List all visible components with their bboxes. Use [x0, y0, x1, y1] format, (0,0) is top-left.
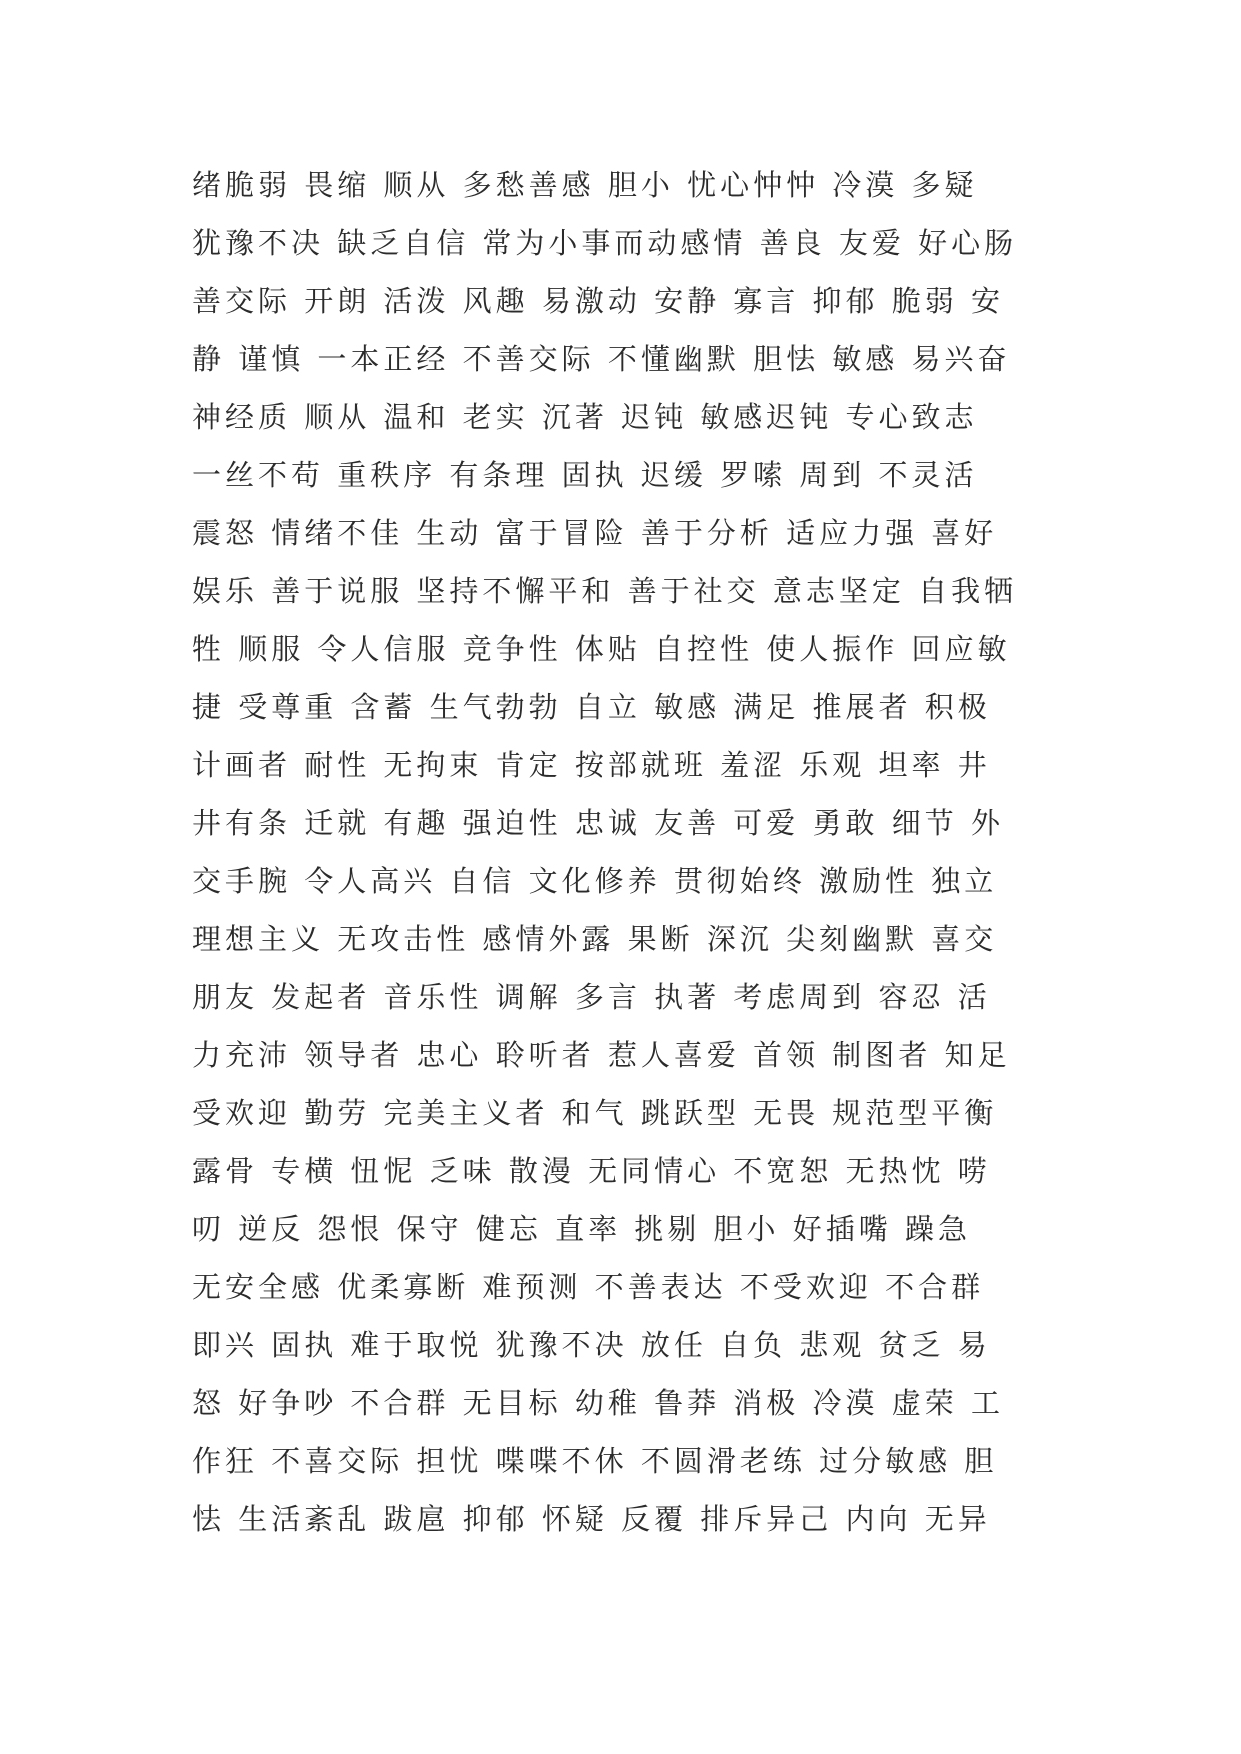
text-line: 叨 逆反 怨恨 保守 健忘 直率 挑剔 胆小 好插嘴 躁急	[192, 1212, 971, 1246]
text-line: 无安全感 优柔寡断 难预测 不善表达 不受欢迎 不合群	[192, 1270, 985, 1304]
text-line: 井有条 迁就 有趣 强迫性 忠诚 友善 可爱 勇敢 细节 外	[192, 806, 1004, 840]
text-line: 作狂 不喜交际 担忧 喋喋不休 不圆滑老练 过分敏感 胆	[192, 1444, 998, 1478]
text-line: 一丝不苟 重秩序 有条理 固执 迟缓 罗嗦 周到 不灵活	[192, 458, 978, 492]
text-line: 理想主义 无攻击性 感情外露 果断 深沉 尖刻幽默 喜交	[192, 922, 998, 956]
text-line: 犹豫不决 缺乏自信 常为小事而动感情 善良 友爱 好心肠	[192, 226, 1018, 260]
text-line: 娱乐 善于说服 坚持不懈平和 善于社交 意志坚定 自我牺	[192, 574, 1018, 608]
text-line: 即兴 固执 难于取悦 犹豫不决 放任 自负 悲观 贫乏 易	[192, 1328, 991, 1362]
text-line: 露骨 专横 忸怩 乏味 散漫 无同情心 不宽恕 无热忱 唠	[192, 1154, 991, 1188]
text-line: 善交际 开朗 活泼 风趣 易激动 安静 寡言 抑郁 脆弱 安	[192, 284, 1004, 318]
text-line: 绪脆弱 畏缩 顺从 多愁善感 胆小 忧心忡忡 冷漠 多疑	[192, 168, 978, 202]
body-text	[192, 156, 1072, 1548]
text-line: 静 谨慎 一本正经 不善交际 不懂幽默 胆怯 敏感 易兴奋	[192, 342, 1011, 376]
text-line: 捷 受尊重 含蓄 生气勃勃 自立 敏感 满足 推展者 积极	[192, 690, 991, 724]
text-line: 怒 好争吵 不合群 无目标 幼稚 鲁莽 消极 冷漠 虚荣 工	[192, 1386, 1004, 1420]
text-line: 交手腕 令人高兴 自信 文化修养 贯彻始终 激励性 独立	[192, 864, 998, 898]
text-line: 怯 生活紊乱 跋扈 抑郁 怀疑 反覆 排斥异己 内向 无异	[192, 1502, 991, 1536]
text-line: 震怒 情绪不佳 生动 富于冒险 善于分析 适应力强 喜好	[192, 516, 998, 550]
text-line: 受欢迎 勤劳 完美主义者 和气 跳跃型 无畏 规范型平衡	[192, 1096, 998, 1130]
text-line: 计画者 耐性 无拘束 肯定 按部就班 羞涩 乐观 坦率 井	[192, 748, 991, 782]
text-line: 牲 顺服 令人信服 竞争性 体贴 自控性 使人振作 回应敏	[192, 632, 1011, 666]
text-line: 神经质 顺从 温和 老实 沉著 迟钝 敏感迟钝 专心致志	[192, 400, 978, 434]
text-line: 力充沛 领导者 忠心 聆听者 惹人喜爱 首领 制图者 知足	[192, 1038, 1011, 1072]
text-line: 朋友 发起者 音乐性 调解 多言 执著 考虑周到 容忍 活	[192, 980, 991, 1014]
